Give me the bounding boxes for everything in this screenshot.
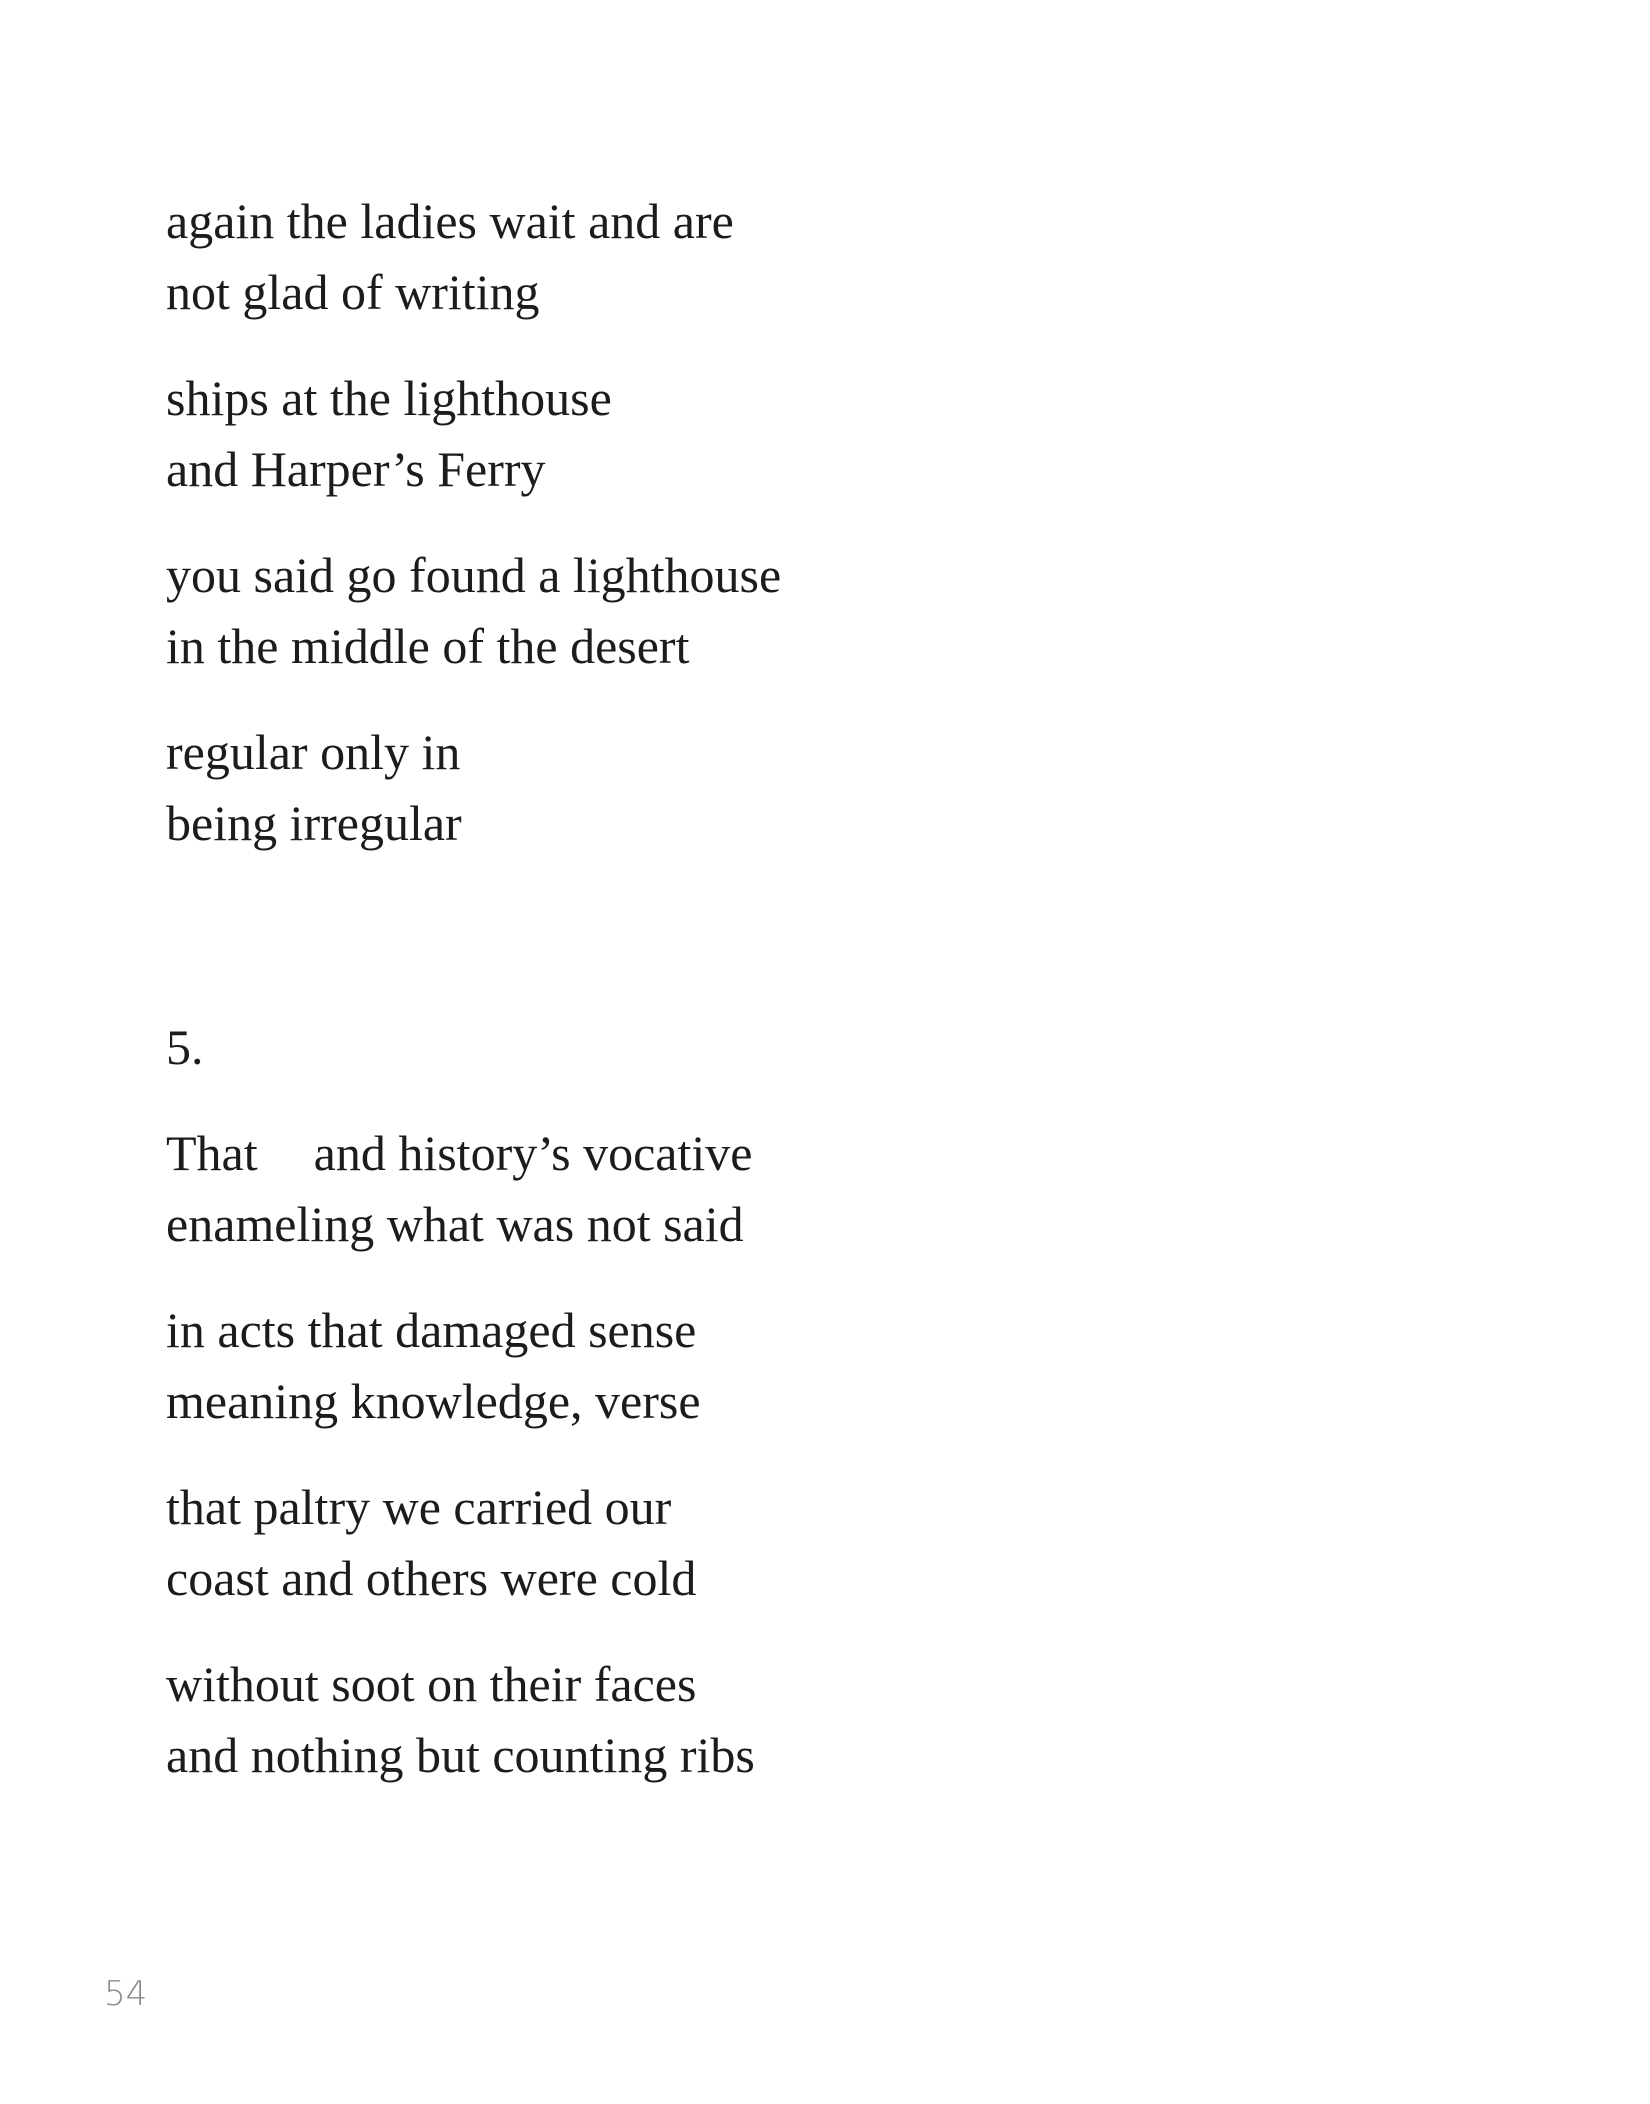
poem-line: not glad of writing (166, 264, 540, 320)
stanza (166, 1472, 1366, 1614)
poem-line: in acts that damaged sense (166, 1302, 697, 1358)
poem-line: ships at the lighthouse (166, 370, 612, 426)
stanza (166, 363, 1366, 505)
poem-line: coast and others were cold (166, 1550, 697, 1606)
stanza (166, 1295, 1366, 1437)
page-number: 54 (104, 1974, 148, 2014)
line-text-before-gap: That (166, 1125, 258, 1181)
poem-line: being irregular (166, 795, 462, 851)
poem-line: in the middle of the desert (166, 618, 690, 674)
stanza (166, 540, 1366, 682)
line-text-after-gap: and history’s vocative (313, 1125, 753, 1181)
poem-line: and Harper’s Ferry (166, 441, 546, 497)
poem-line: without soot on their faces (166, 1656, 697, 1712)
poem-line: again the ladies wait and are (166, 193, 734, 249)
stanza (166, 1118, 1366, 1260)
poem-line: regular only in (166, 724, 461, 780)
poem-line: and nothing but counting ribs (166, 1727, 755, 1783)
poem-line: that paltry we carried our (166, 1479, 672, 1535)
stanza (166, 717, 1366, 859)
poem-section-4-continuation (166, 186, 1366, 894)
poem-section-5 (166, 1012, 1366, 1826)
section-number: 5. (166, 1019, 204, 1075)
stanza (166, 186, 1366, 328)
poem-line: enameling what was not said (166, 1196, 744, 1252)
poem-line: you said go found a lighthouse (166, 547, 782, 603)
poem-line: meaning knowledge, verse (166, 1373, 701, 1429)
stanza (166, 1649, 1366, 1791)
poem-line (166, 1118, 1366, 1189)
